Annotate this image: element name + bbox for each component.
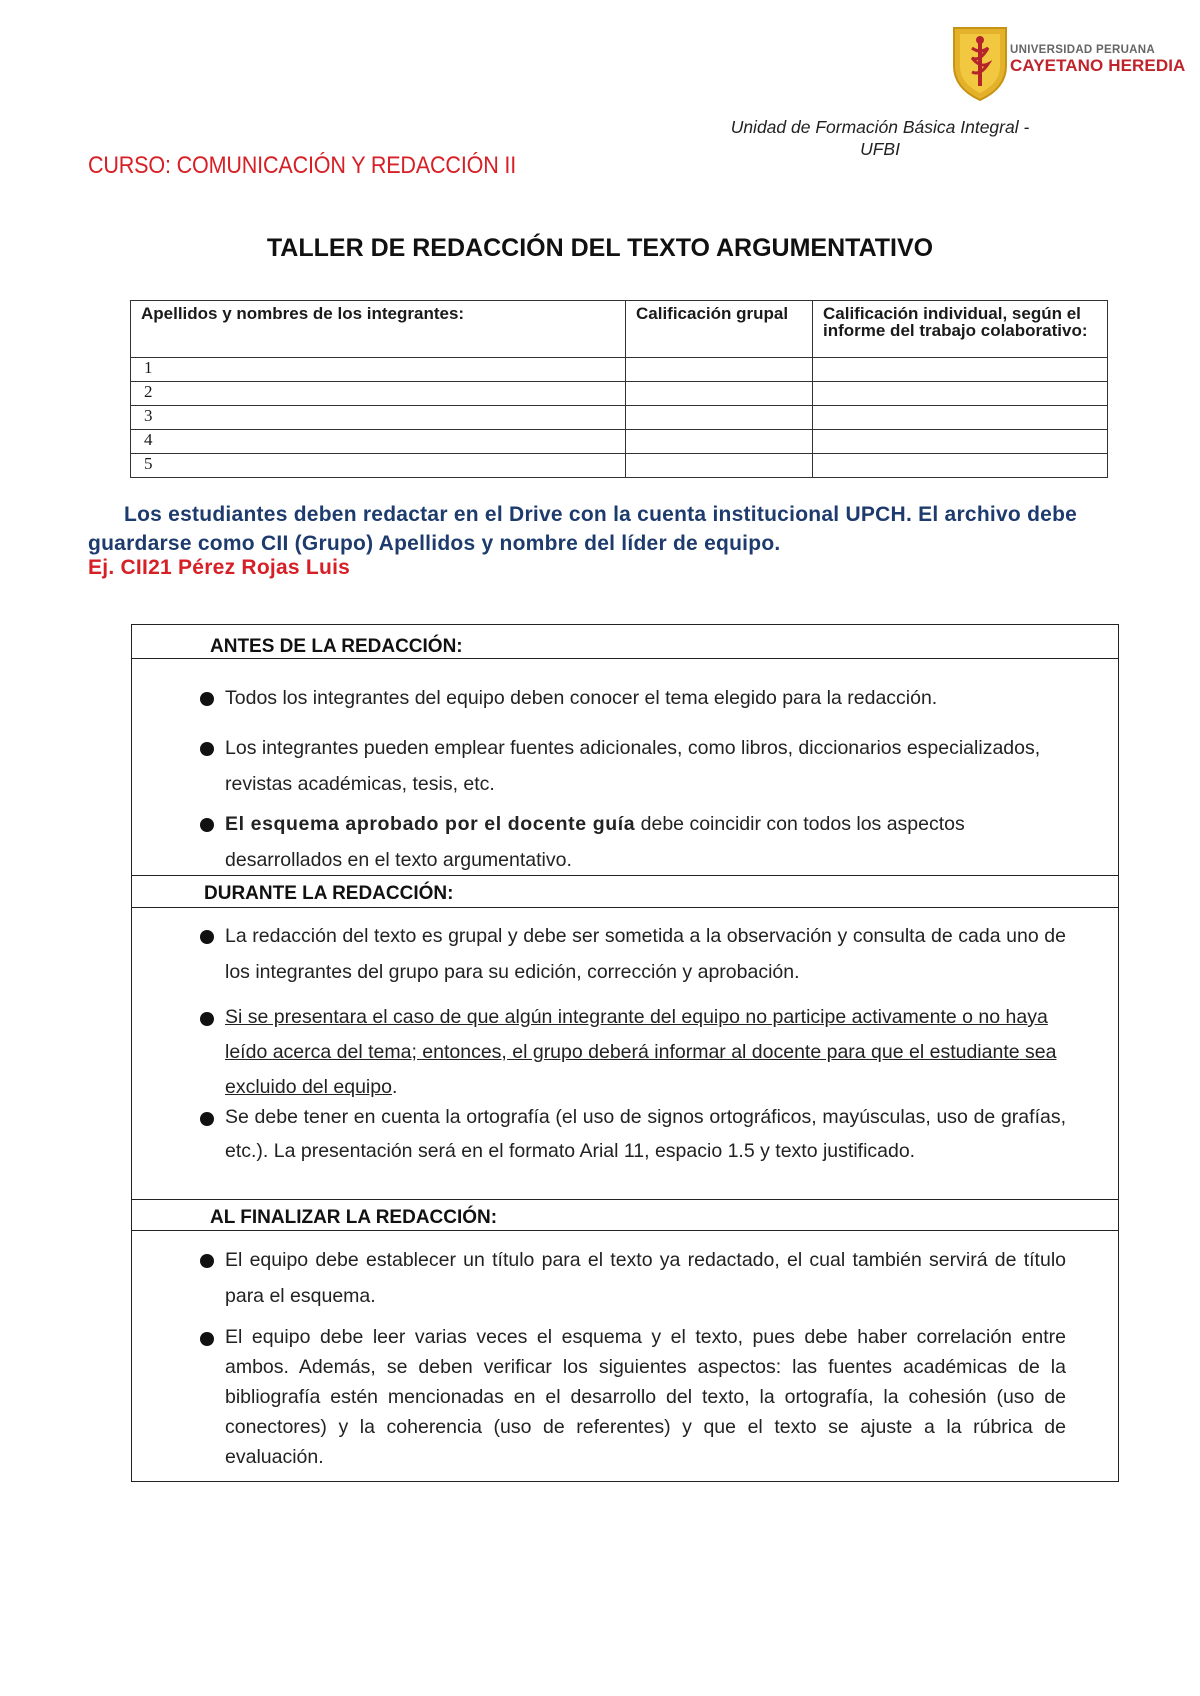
individual-grade-cell[interactable] [813,406,1108,430]
bullet-icon [200,930,214,944]
divider [131,907,1119,908]
bullet-icon [200,818,214,832]
logo-line-2: CAYETANO HEREDIA [1010,56,1186,75]
table-row [131,358,1108,382]
bullet-icon [200,742,214,756]
list-item: El esquema aprobado por el docente guía debe coincidir con todos los aspectos desarrollados en el texto argumentativo. [200,806,1060,878]
bullet-icon [200,692,214,706]
row-number[interactable]: 3 [131,406,626,430]
shield-icon [950,22,1010,102]
row-number[interactable]: 1 [131,358,626,382]
section-heading-antes: ANTES DE LA REDACCIÓN: [210,636,463,657]
page-title: TALLER DE REDACCIÓN DEL TEXTO ARGUMENTATIVO [266,234,934,262]
list-item: Se debe tener en cuenta la ortografía (el uso de signos ortográficos, mayúsculas, uso de grafías, etc.). La presentación será en el formato Arial 11, espacio 1.5 y texto justificado. [200,1100,1066,1168]
group-grade-cell[interactable] [626,454,813,478]
divider [131,658,1119,659]
row-number[interactable]: 2 [131,382,626,406]
individual-grade-cell[interactable] [813,382,1108,406]
members-table [130,300,1108,478]
group-grade-cell[interactable] [626,406,813,430]
section-heading-final: AL FINALIZAR LA REDACCIÓN: [210,1207,498,1228]
bullet-icon [200,1332,214,1346]
course-title: CURSO: COMUNICACIÓN Y REDACCIÓN II [88,152,517,179]
instructions-paragraph [88,500,1148,558]
individual-grade-cell[interactable] [813,430,1108,454]
bullet-icon [200,1112,214,1126]
table-row [131,406,1108,430]
bullet-icon [200,1012,214,1026]
table-header-row [131,301,1108,358]
section-heading-durante: DURANTE LA REDACCIÓN: [204,883,454,904]
table-row [131,430,1108,454]
individual-grade-cell[interactable] [813,358,1108,382]
row-number[interactable]: 5 [131,454,626,478]
group-grade-cell[interactable] [626,430,813,454]
list-item: El equipo debe leer varias veces el esquema y el texto, pues debe haber correlación entre ambos. Además, se deben verificar los siguientes aspectos: las fuentes académicas de la bibliografía estén mencionadas en el desarrollo del texto, la ortografía, la cohesión (uso de conectores) y la coherencia (uso de referentes) y que el texto se ajuste a la rúbrica de evaluación. [200,1322,1066,1472]
unit-name [690,116,1070,160]
instructions-text: Los estudiantes deben redactar en el Drive con la cuenta institucional UPCH. El archivo debe guardarse como CII (Grupo) Apellidos y nombre del líder de equipo. [88,503,1078,555]
file-name-example: Ej. CII21 Pérez Rojas Luis [88,556,351,579]
individual-grade-cell[interactable] [813,454,1108,478]
header-group-grade: Calificación grupal [626,301,813,358]
bullet-icon [200,1254,214,1268]
list-item: Todos los integrantes del equipo deben conocer el tema elegido para la redacción. [200,680,1060,716]
list-item: La redacción del texto es grupal y debe ser sometida a la observación y consulta de cada uno de los integrantes del grupo para su edición, corrección y aprobación. [200,918,1066,990]
group-grade-cell[interactable] [626,358,813,382]
row-number[interactable]: 4 [131,430,626,454]
list-item: Si se presentara el caso de que algún integrante del equipo no participe activamente o no haya leído acerca del tema; entonces, el grupo deberá informar al docente para que el estudiante sea excluido del equipo. [200,1000,1066,1105]
list-item: Los integrantes pueden emplear fuentes adicionales, como libros, diccionarios especializados, revistas académicas, tesis, etc. [200,730,1060,802]
unit-line-2: UFBI [860,139,900,159]
header-names: Apellidos y nombres de los integrantes: [131,301,626,358]
table-row [131,454,1108,478]
table-row [131,382,1108,406]
header-individual-grade: Calificación individual, según el informe del trabajo colaborativo: [813,301,1108,358]
unit-line-1: Unidad de Formación Básica Integral - [730,117,1030,137]
logo-line-1: UNIVERSIDAD PERUANA [1010,44,1155,56]
group-grade-cell[interactable] [626,382,813,406]
divider [131,1230,1119,1231]
divider [131,1199,1119,1200]
list-item: El equipo debe establecer un título para el texto ya redactado, el cual también servirá de título para el esquema. [200,1242,1066,1314]
university-logo [950,22,1200,102]
